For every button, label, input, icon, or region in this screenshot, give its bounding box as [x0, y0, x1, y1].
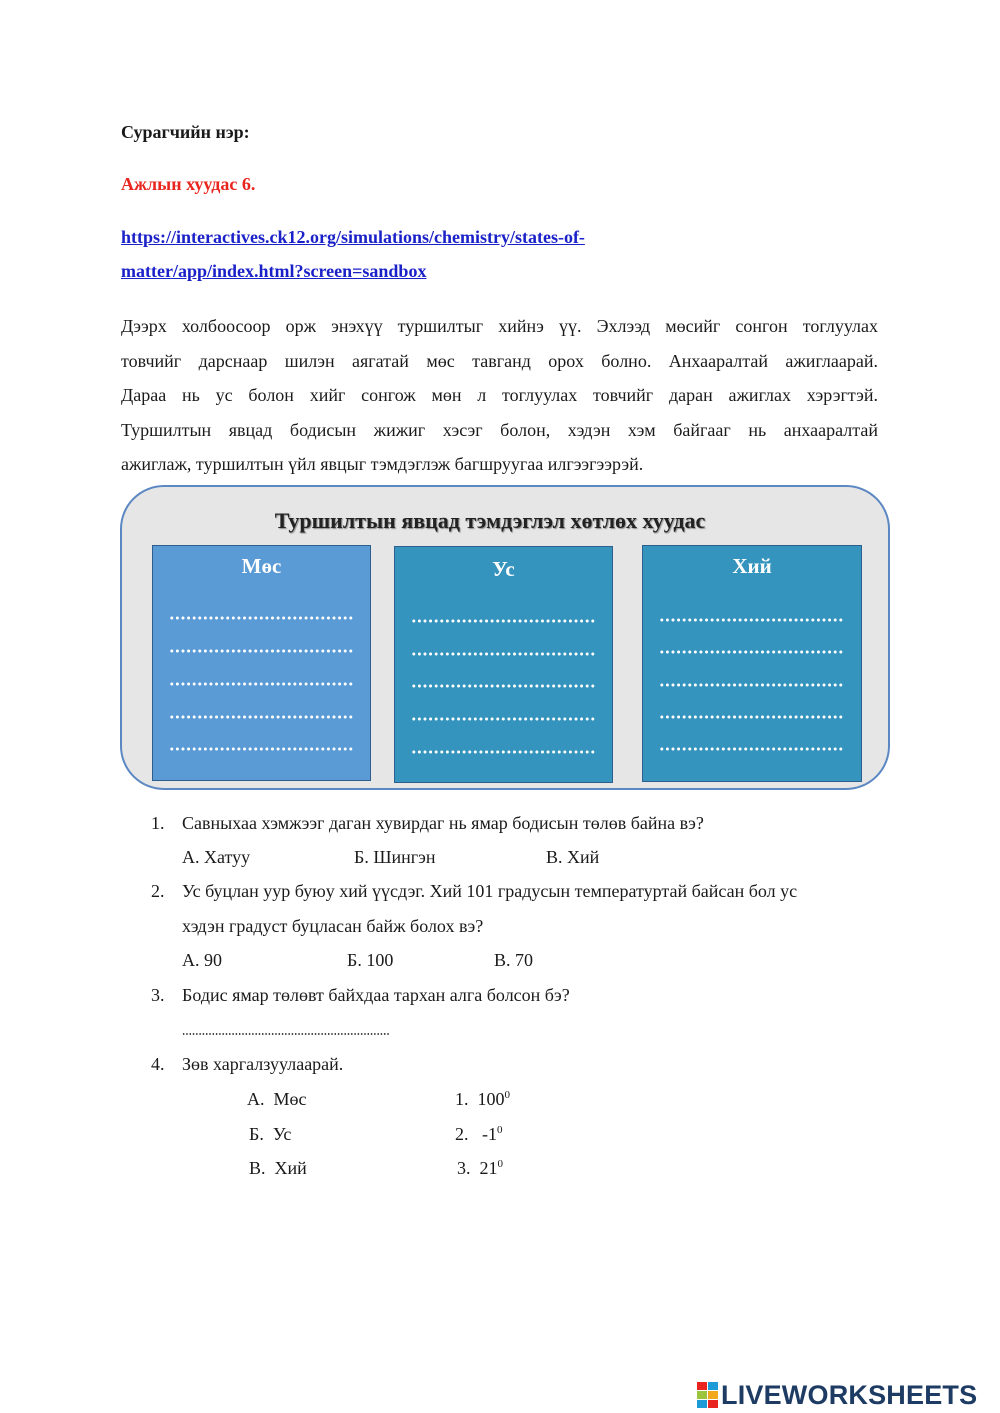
match-right-item[interactable]: [457, 1158, 503, 1179]
gas-answer-line-5[interactable]: [659, 745, 845, 753]
ice-answer-line-5[interactable]: [169, 745, 354, 753]
question-3-answer-line[interactable]: [182, 1032, 389, 1036]
match-left-item[interactable]: [247, 1089, 307, 1110]
worksheet-title: Ажлын хуудас 6.: [121, 174, 256, 194]
match-left-label: Ус: [272, 1124, 292, 1144]
match-left-label: Хий: [274, 1158, 307, 1178]
liveworksheets-logo-icon: [697, 1382, 719, 1410]
instruction-line: Туршилтын явцад бодисын жижиг хэсэг болон, хэдэн хэм байгааг нь анхааралтай: [121, 419, 878, 440]
match-right-value: 21: [479, 1158, 498, 1178]
simulation-link-line2[interactable]: matter/app/index.html?screen=sandbox: [121, 261, 427, 281]
degree-superscript: 0: [497, 1158, 503, 1170]
match-left-item[interactable]: [249, 1158, 307, 1179]
water-card: [394, 546, 613, 783]
question-2-option-a[interactable]: А. 90: [182, 950, 222, 970]
question-3-text: Бодис ямар төлөвт байхдаа тархан алга болсон бэ?: [182, 985, 570, 1005]
match-left-label: Мөс: [273, 1089, 307, 1109]
question-1-option-a[interactable]: А. Хатуу: [182, 847, 251, 867]
ice-answer-line-4[interactable]: [169, 713, 354, 721]
question-2-option-b[interactable]: Б. 100: [347, 950, 394, 970]
ice-answer-line-1[interactable]: [169, 614, 354, 622]
question-2-text-line1: Ус буцлан уур буюу хий үүсдэг. Хий 101 градусын температуртай байсан бол ус: [182, 881, 798, 901]
question-1-option-c[interactable]: В. Хий: [546, 847, 600, 867]
match-right-item[interactable]: [455, 1089, 510, 1110]
question-1-option-b[interactable]: Б. Шингэн: [354, 847, 436, 867]
water-answer-line-1[interactable]: [411, 617, 596, 625]
liveworksheets-logo-text: LIVEWORKSHEETS: [721, 1380, 978, 1410]
water-answer-line-2[interactable]: [411, 650, 596, 658]
question-3-number: 3.: [151, 985, 165, 1005]
water-answer-line-4[interactable]: [411, 715, 596, 723]
ice-answer-line-2[interactable]: [169, 647, 354, 655]
water-answer-line-5[interactable]: [411, 748, 596, 756]
ice-card: [152, 545, 371, 781]
instruction-line: товчийг дарснаар шилэн аягатай мөс тавганд орох болно. Анхааралтай ажиглаарай.: [121, 350, 878, 371]
gas-answer-line-1[interactable]: [659, 616, 845, 624]
water-card-label: Ус: [492, 557, 515, 581]
instruction-line: ажиглаж, туршилтын үйл явцыг тэмдэглэж багшруугаа илгээгээрэй.: [121, 454, 644, 475]
question-4-text: Зөв харгалзуулаарай.: [182, 1054, 344, 1074]
match-right-number: 1.: [455, 1089, 469, 1109]
question-2-option-c[interactable]: В. 70: [494, 950, 534, 970]
gas-answer-line-2[interactable]: [659, 648, 845, 656]
degree-superscript: 0: [504, 1089, 510, 1101]
gas-answer-line-3[interactable]: [659, 681, 845, 689]
question-2-number: 2.: [151, 881, 165, 901]
match-right-value: 100: [477, 1089, 505, 1109]
match-left-letter: А.: [247, 1089, 265, 1109]
gas-answer-line-4[interactable]: [659, 713, 845, 721]
question-1-text: Савныхаа хэмжээг даган хувирдаг нь ямар бодисын төлөв байна вэ?: [182, 813, 704, 833]
match-left-item[interactable]: [249, 1124, 291, 1145]
ice-card-label: Мөс: [241, 554, 282, 578]
water-answer-line-3[interactable]: [411, 682, 596, 690]
instruction-line: Дараа нь ус болон хийг сонгож мөн л тоглуулах товчийг даран ажиглах хэрэгтэй.: [121, 385, 878, 406]
gas-card-label: Хий: [732, 554, 772, 578]
match-left-letter: Б.: [249, 1124, 264, 1144]
ice-answer-line-3[interactable]: [169, 680, 354, 688]
instruction-line: Дээрх холбоосоор орж энэхүү туршилтыг хийнэ үү. Эхлээд мөсийг сонгон тоглуулах: [121, 316, 878, 336]
observation-panel-title: Туршилтын явцад тэмдэглэл хөтлөх хуудас: [274, 508, 706, 533]
match-right-value: -1: [482, 1124, 497, 1144]
student-name-label: Сурагчийн нэр:: [121, 122, 250, 142]
instructions-paragraph: [121, 309, 878, 482]
match-right-number: 2.: [455, 1124, 469, 1144]
gas-card: [642, 545, 862, 782]
match-left-letter: В.: [249, 1158, 266, 1178]
question-4-number: 4.: [151, 1054, 165, 1074]
degree-superscript: 0: [497, 1124, 503, 1136]
match-right-number: 3.: [457, 1158, 471, 1178]
question-1-number: 1.: [151, 813, 165, 833]
simulation-link-line1[interactable]: https://interactives.ck12.org/simulations/chemistry/states-of-: [121, 227, 585, 247]
question-2-text-line2: хэдэн градуст буцласан байж болох вэ?: [182, 916, 484, 936]
match-right-item[interactable]: [455, 1124, 503, 1145]
